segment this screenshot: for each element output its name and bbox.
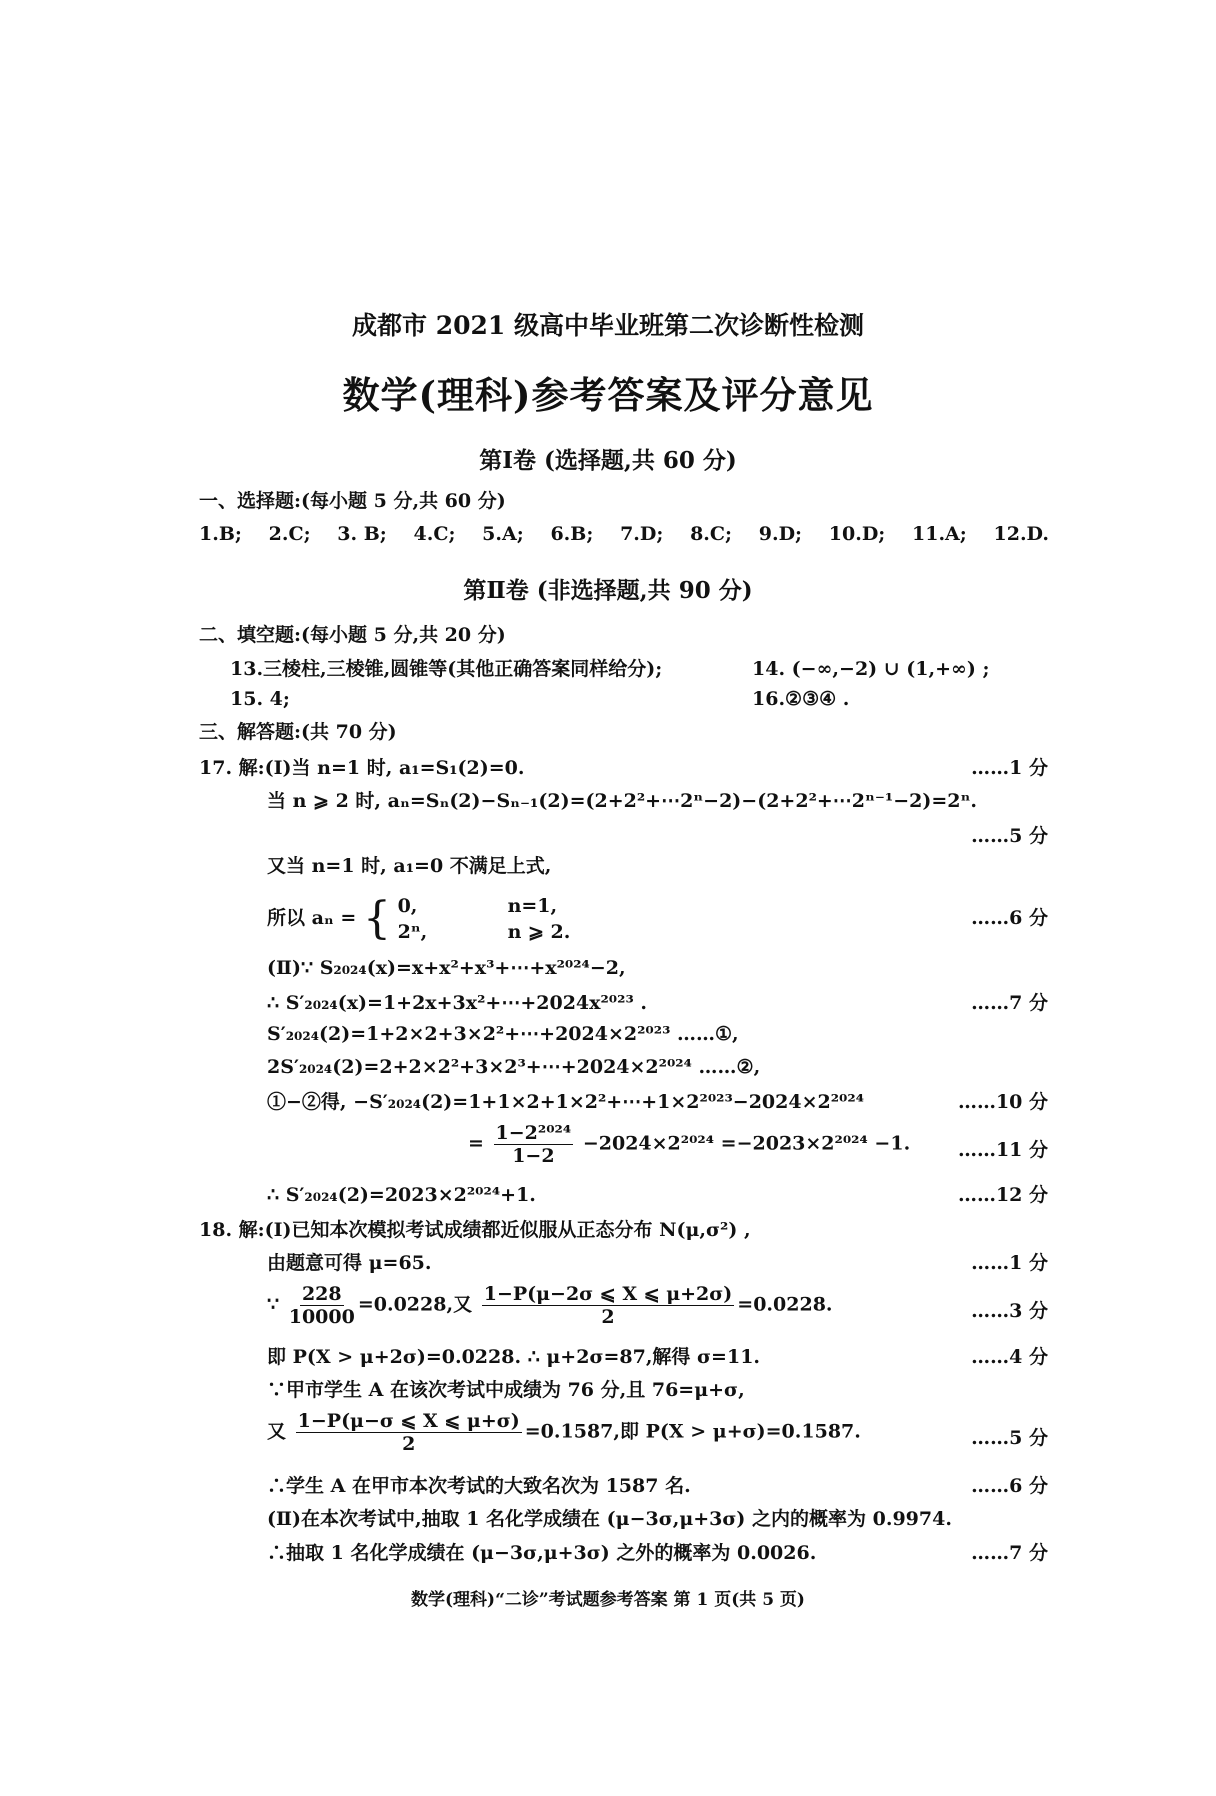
score-mark: ……12 分 — [957, 1184, 1048, 1206]
solve-section-heading: 三、解答题:(共 70 分) — [199, 721, 397, 743]
q18-line: 即 P(X > μ+2σ)=0.0228. ∴ μ+2σ=87,解得 σ=11. — [267, 1346, 761, 1368]
piecewise-cases — [398, 893, 571, 945]
fill-section-heading: 二、填空题:(每小题 5 分,共 20 分) — [199, 624, 506, 646]
q18-line: 由题意可得 μ=65. — [267, 1252, 432, 1274]
answer-item: 5.A; — [482, 523, 524, 545]
score-mark: ……7 分 — [971, 992, 1048, 1014]
denominator: 10000 — [288, 1306, 355, 1328]
document-title: 数学(理科)参考答案及评分意见 — [342, 373, 874, 417]
also-label: 又 — [267, 1420, 287, 1443]
q17-line: 又当 n=1 时, a₁=0 不满足上式, — [267, 855, 552, 877]
answer-16: 16.②③④ . — [752, 688, 850, 710]
answer-item: 6.B; — [550, 523, 594, 545]
answer-item: 11.A; — [912, 523, 967, 545]
answer-item: 1.B; — [199, 523, 242, 545]
fraction — [494, 1122, 574, 1167]
denominator: 2 — [402, 1433, 416, 1455]
q17-line: ∴ S′₂₀₂₄(x)=1+2x+3x²+⋯+2024x²⁰²³ . — [267, 992, 647, 1014]
case-condition: n=1, — [507, 895, 558, 917]
piecewise-prefix: 所以 aₙ = — [267, 907, 357, 929]
expression: =0.0228,又 — [357, 1293, 473, 1316]
q17-line: S′₂₀₂₄(2)=1+2×2+3×2²+⋯+2024×2²⁰²³ ……①, — [267, 1023, 739, 1045]
q18-line: ∴学生 A 在甲市本次考试的大致名次为 1587 名. — [267, 1475, 691, 1497]
q18-fraction-line — [267, 1410, 861, 1455]
q18-line: ∵甲市学生 A 在该次考试中成绩为 76 分,且 76=μ+σ, — [267, 1379, 745, 1401]
answer-item: 3. B; — [337, 523, 387, 545]
brace-symbol: { — [362, 893, 391, 944]
q17-line: 当 n ⩾ 2 时, aₙ=Sₙ(2)−Sₙ₋₁(2)=(2+2²+⋯2ⁿ−2)−(2+2²+⋯2ⁿ⁻¹−2)=2ⁿ. — [267, 790, 977, 812]
denominator: 2 — [601, 1306, 615, 1328]
score-mark: ……6 分 — [971, 907, 1048, 929]
denominator: 1−2 — [512, 1145, 555, 1167]
q17-line: ∴ S′₂₀₂₄(2)=2023×2²⁰²⁴+1. — [267, 1184, 536, 1206]
score-mark: ……4 分 — [971, 1346, 1048, 1368]
q17-line: ①−②得, −S′₂₀₂₄(2)=1+1×2+1×2²+⋯+1×2²⁰²³−2024×2²⁰²⁴ — [267, 1091, 865, 1113]
choice-section-heading: 一、选择题:(每小题 5 分,共 60 分) — [199, 490, 506, 512]
score-mark: ……5 分 — [971, 1427, 1048, 1449]
q17-line: (Ⅱ)∵ S₂₀₂₄(x)=x+x²+x³+⋯+x²⁰²⁴−2, — [267, 957, 626, 979]
answer-item: 8.C; — [690, 523, 733, 545]
answer-item: 7.D; — [620, 523, 664, 545]
score-mark: ……6 分 — [971, 1475, 1048, 1497]
answer-13: 13.三棱柱,三棱锥,圆锥等(其他正确答案同样给分); — [230, 658, 663, 680]
score-mark: ……3 分 — [971, 1300, 1048, 1322]
q18-line: ∴抽取 1 名化学成绩在 (μ−3σ,μ+3σ) 之外的概率为 0.0026. — [267, 1542, 817, 1564]
answer-15: 15. 4; — [230, 688, 290, 710]
page-footer: 数学(理科)“二诊”考试题参考答案 第 1 页(共 5 页) — [411, 1590, 805, 1610]
exam-title: 成都市 2021 级高中毕业班第二次诊断性检测 — [352, 311, 864, 340]
numerator: 228 — [301, 1283, 342, 1305]
fraction — [482, 1283, 735, 1328]
q18-fraction-line — [267, 1283, 833, 1328]
choice-answers — [199, 523, 1049, 545]
fraction — [296, 1410, 522, 1455]
expression: =0.0228. — [737, 1293, 833, 1316]
fraction — [289, 1283, 355, 1328]
answer-item: 12.D. — [993, 523, 1049, 545]
q17-piecewise — [267, 892, 570, 945]
q17-line: 17. 解:(Ⅰ)当 n=1 时, a₁=S₁(2)=0. — [199, 757, 525, 779]
equals: = — [468, 1132, 484, 1155]
case-value: 0, — [397, 895, 418, 917]
score-mark: ……1 分 — [971, 757, 1048, 779]
case-condition: n ⩾ 2. — [507, 921, 571, 943]
score-mark: ……5 分 — [971, 825, 1048, 847]
score-mark: ……11 分 — [957, 1139, 1048, 1161]
score-mark: ……1 分 — [971, 1252, 1048, 1274]
q17-line: 2S′₂₀₂₄(2)=2+2×2²+3×2³+⋯+2024×2²⁰²⁴ ……②, — [267, 1056, 761, 1078]
because-symbol: ∵ — [267, 1293, 280, 1316]
case-value: 2ⁿ, — [397, 921, 428, 943]
expression: =0.1587,即 P(X > μ+σ)=0.1587. — [524, 1420, 861, 1443]
part2-heading: 第Ⅱ卷 (非选择题,共 90 分) — [463, 577, 753, 604]
answer-item: 9.D; — [758, 523, 803, 545]
numerator: 1−P(μ−2σ ⩽ X ⩽ μ+2σ) — [483, 1283, 733, 1305]
numerator: 1−2²⁰²⁴ — [495, 1122, 572, 1144]
answer-14: 14. (−∞,−2) ∪ (1,+∞) ; — [752, 658, 990, 680]
score-mark: ……10 分 — [957, 1091, 1048, 1113]
q18-line: 18. 解:(Ⅰ)已知本次模拟考试成绩都近似服从正态分布 N(μ,σ²) , — [199, 1219, 751, 1241]
answer-item: 2.C; — [268, 523, 311, 545]
q17-fraction-line — [468, 1122, 910, 1167]
numerator: 1−P(μ−σ ⩽ X ⩽ μ+σ) — [297, 1410, 520, 1432]
expression: −2024×2²⁰²⁴ =−2023×2²⁰²⁴ −1. — [582, 1132, 911, 1155]
q18-line: (Ⅱ)在本次考试中,抽取 1 名化学成绩在 (μ−3σ,μ+3σ) 之内的概率为 0.9974. — [267, 1508, 952, 1530]
score-mark: ……7 分 — [971, 1542, 1048, 1564]
part1-heading: 第Ⅰ卷 (选择题,共 60 分) — [479, 447, 737, 474]
answer-item: 10.D; — [828, 523, 886, 545]
answer-item: 4.C; — [413, 523, 456, 545]
